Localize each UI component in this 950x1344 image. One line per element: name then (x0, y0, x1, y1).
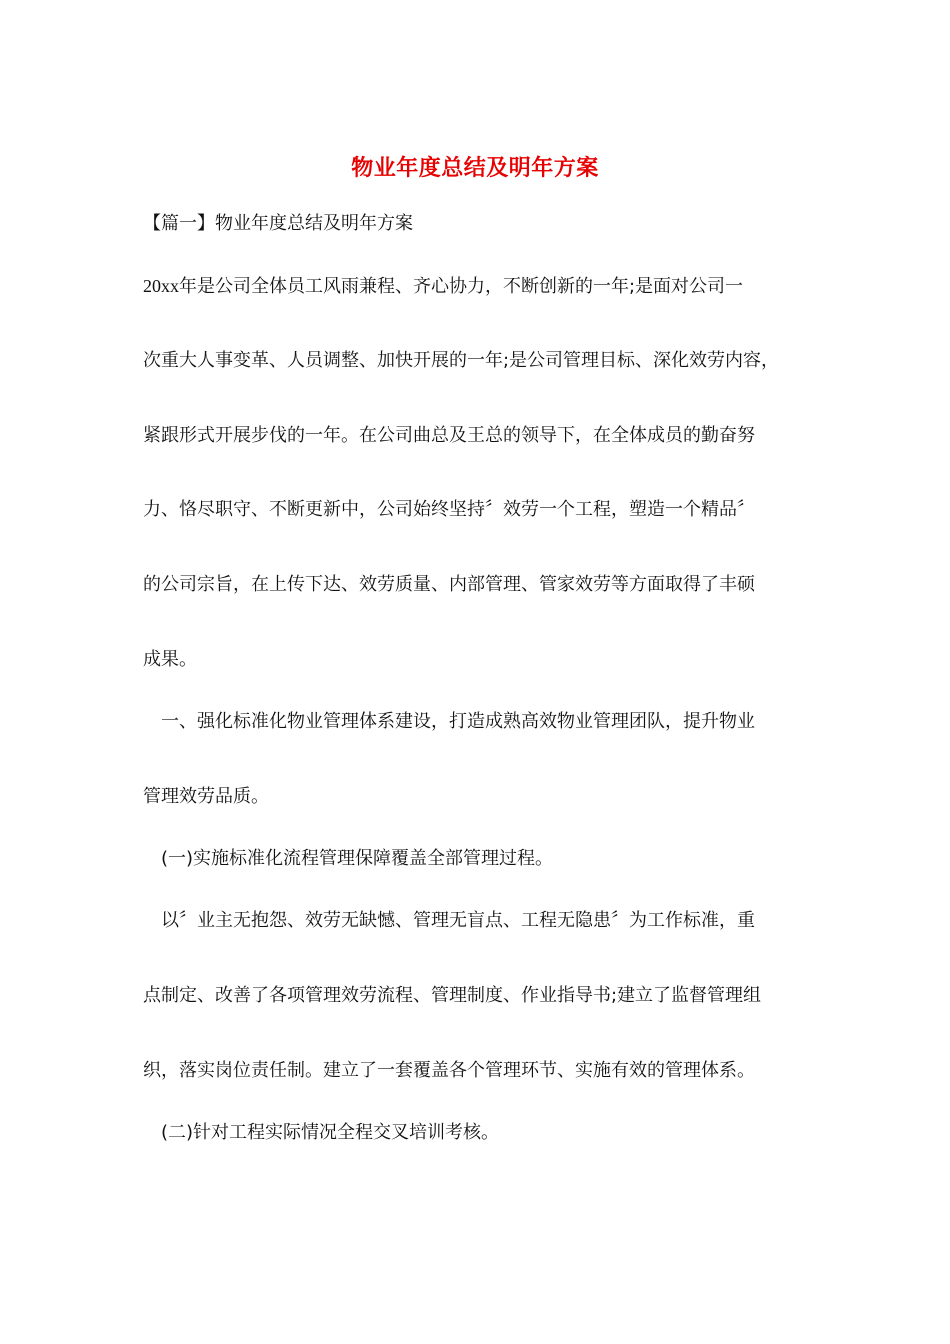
document-title: 物业年度总结及明年方案 (351, 155, 599, 181)
paragraph-1-line-6: 成果。 (143, 649, 197, 670)
paragraph-1-line-1 (143, 272, 823, 301)
heading-1-line-1: 一、强化标准化物业管理体系建设，打造成熟高效物业管理团队，提升物业 (161, 711, 755, 732)
paragraph-2-line-3: 织，落实岗位责任制。建立了一套覆盖各个管理环节、实施有效的管理体系。 (143, 1060, 755, 1081)
paragraph-1-line-1-text: 年是公司全体员工风雨兼程、齐心协力，不断创新的一年;是面对公司一 (179, 276, 744, 297)
paragraph-1-line-5: 的公司宗旨，在上传下达、效劳质量、内部管理、管家效劳等方面取得了丰硕 (143, 574, 755, 595)
paragraph-1-line-2: 次重大人事变革、人员调整、加快开展的一年;是公司管理目标、深化效劳内容， (143, 350, 780, 371)
paragraph-1-line-3: 紧跟形式开展步伐的一年。在公司曲总及王总的领导下，在全体成员的勤奋努 (143, 425, 755, 446)
heading-1-line-2: 管理效劳品质。 (143, 786, 269, 807)
paragraph-2-line-2: 点制定、改善了各项管理效劳流程、管理制度、作业指导书;建立了监督管理组 (143, 985, 762, 1006)
year-text: 20xx (143, 276, 179, 296)
subheading-1: (一)实施标准化流程管理保障覆盖全部管理过程。 (161, 848, 554, 869)
paragraph-2-line-1: 以〞业主无抱怨、效劳无缺憾、管理无盲点、工程无隐患〞为工作标准，重 (161, 910, 755, 931)
paragraph-1-line-4: 力、恪尽职守、不断更新中，公司始终坚持〞效劳一个工程，塑造一个精品〞 (143, 499, 755, 520)
subheading-2: (二)针对工程实际情况全程交叉培训考核。 (161, 1122, 500, 1143)
section-label: 【篇一】物业年度总结及明年方案 (143, 213, 413, 234)
